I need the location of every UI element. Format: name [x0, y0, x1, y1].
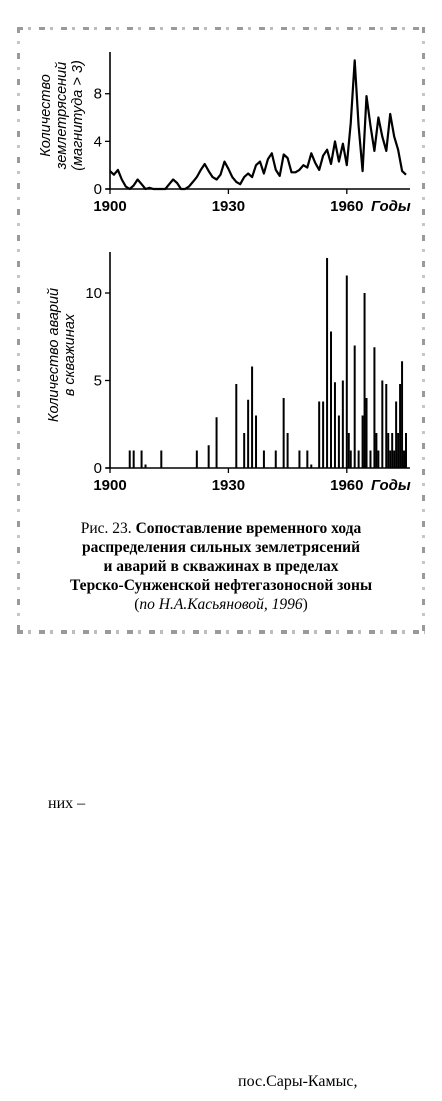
y-tick-label: 0 — [93, 460, 102, 477]
accident-y-axis-label — [46, 288, 78, 422]
caption-paren-close: ) — [302, 596, 308, 613]
body-text-place: пос.Сары-Камыс, — [238, 1073, 358, 1090]
y-tick-label: 5 — [93, 372, 102, 390]
caption-line-2 — [30, 538, 412, 557]
accident-bar-chart — [0, 0, 442, 520]
y-tick-label: 10 — [85, 285, 102, 302]
x-tick-label: 1930 — [211, 198, 246, 215]
x-tick-label: 1900 — [93, 477, 127, 494]
accident-x-axis-label: Годы — [371, 477, 411, 494]
y-axis-label-line: землетрясений — [54, 61, 70, 170]
y-tick-label: 4 — [93, 133, 102, 151]
y-axis-label-line: Количество — [38, 74, 54, 157]
earthquake-x-axis-label: Годы — [371, 198, 411, 215]
x-tick-label: 1960 — [330, 198, 364, 215]
figure-caption — [30, 519, 412, 614]
frame-bottom-border — [17, 630, 425, 634]
y-axis-label-line: (магнитуда > 3) — [70, 60, 86, 171]
caption-line-3-bold: и аварий в скважинах в пределах — [103, 558, 339, 575]
caption-line-4-bold: Терско-Сунженской нефтегазоносной зоны — [69, 577, 373, 594]
x-tick-label: 1900 — [93, 198, 127, 215]
y-tick-label: 0 — [93, 181, 102, 198]
y-tick-label: 8 — [93, 85, 102, 103]
body-text-fragment: них – — [48, 795, 86, 812]
caption-source: по Н.А.Касьяновой, 1996 — [139, 596, 303, 613]
caption-line-3 — [30, 557, 412, 576]
caption-line-5 — [30, 595, 412, 614]
caption-line-1 — [30, 519, 412, 538]
caption-paren-open: ( — [134, 596, 140, 613]
caption-prefix: Рис. 23. — [80, 520, 136, 537]
caption-line-4 — [30, 576, 412, 595]
y-axis-label-line: в скважинах — [62, 313, 78, 397]
x-tick-label: 1960 — [330, 477, 364, 494]
x-tick-label: 1930 — [211, 477, 246, 494]
y-axis-label-line: Количество аварий — [46, 287, 62, 423]
caption-line-2-bold: распределения сильных землетрясений — [81, 539, 361, 556]
caption-line-1-bold: Сопоставление временного хода — [135, 520, 362, 537]
